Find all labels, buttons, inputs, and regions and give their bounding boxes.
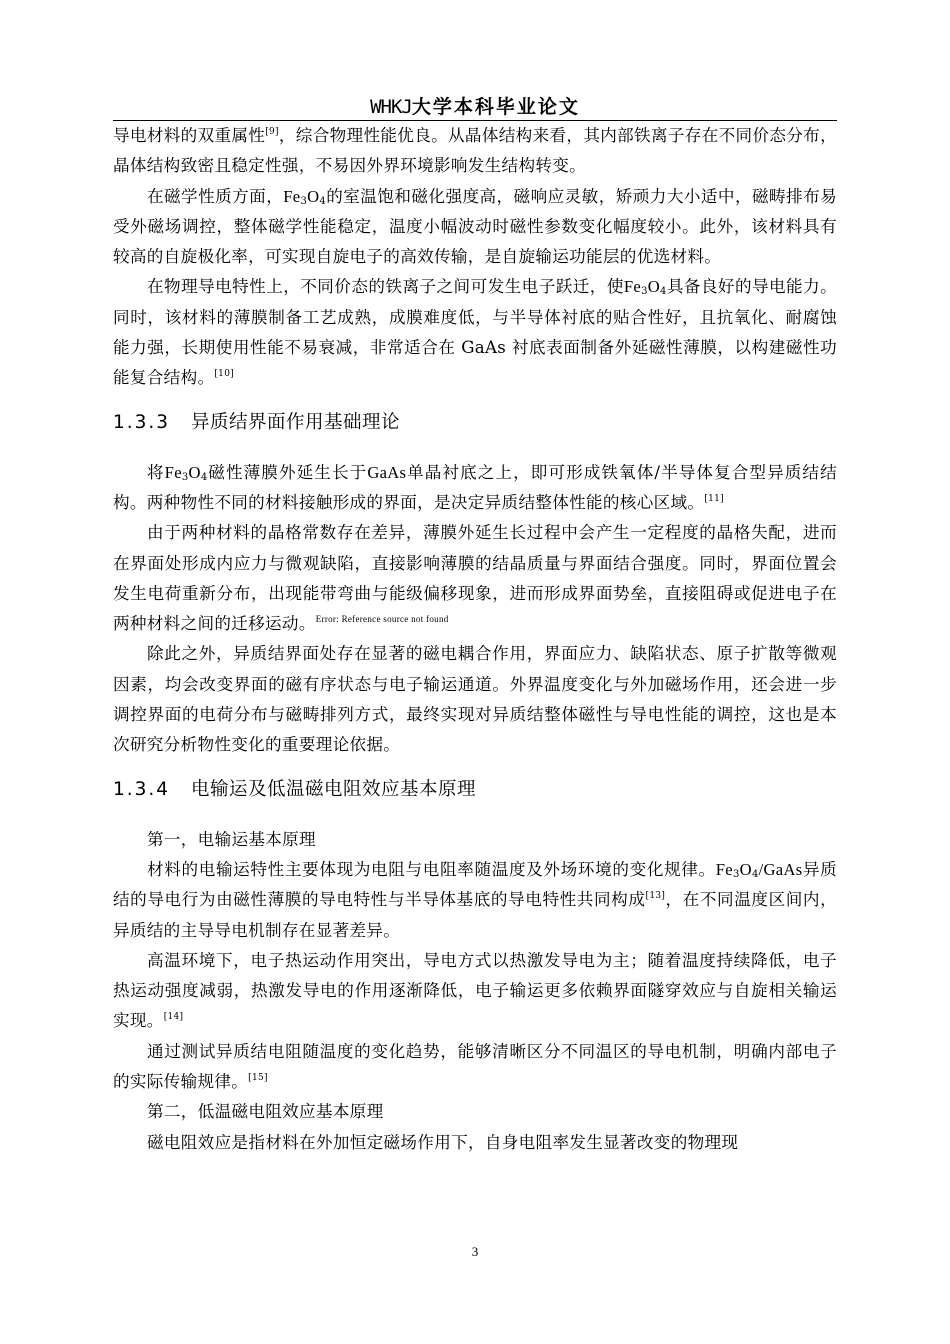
citation: [10] [214,369,235,380]
paragraph: 将$Fe_3O_4$磁性薄膜外延生长于GaAs单晶衬底之上，即可形成铁氧体/半导体复合型异质结结构。两种物性不同的材料接触形成的界面，是决定异质结整体性能的核心区域。[11] [113,462,837,512]
section-number: 1.3.3 [113,411,171,433]
reference-error: Error: Reference source not found [315,614,449,625]
paragraph: 磁电阻效应是指材料在外加恒定磁场作用下，自身电阻率发生显著改变的物理现 [147,1132,739,1152]
paragraph: 由于两种材料的晶格常数存在差异，薄膜外延生长过程中会产生一定程度的晶格失配，进而在界面处形成内应力与微观缺陷，直接影响薄膜的结晶质量与界面结合强度。同时，界面位置会发生电荷重新分布，出现能带弯曲与能级偏移现象，进而形成界面势垒，直接阻碍或促进电子在两种材料之间的迁移运动。$^{Error: Reference source not found}$ [113,523,837,634]
paragraph: 除此之外，异质结界面处存在显著的磁电耦合作用，界面应力、缺陷状态、原子扩散等微观因素，均会改变界面的磁有序状态与电子输运通道。外界温度变化与外加磁场作用，还会进一步调控界面的电荷分布与磁畴排列方式，最终实现对异质结整体磁性与导电性能的调控，这也是本次研究分析物性变化的重要理论依据。 [113,644,837,755]
page-number: 3 [471,1244,479,1259]
paragraph: 材料的电输运特性主要体现为电阻与电阻率随温度及外场环境的变化规律。$Fe_3O_4$/GaAs异质结的导电行为由磁性薄膜的导电特性与半导体基底的导电特性共同构成[13]，在不同温度区间内，异质结的主导导电机制存在显著差异。 [113,859,837,940]
header-title: 大学本科毕业论文 [411,96,580,118]
citation: [14] [163,1012,184,1023]
page-body [113,122,837,1158]
section-heading [113,408,837,438]
citation: [13] [645,891,666,902]
section-number: 1.3.4 [113,778,171,800]
section-title: 电输运及低温磁电阻效应基本原理 [191,778,477,800]
paragraph: 在物理导电特性上，不同价态的铁离子之间可发生电子跃迁，使$Fe_3O_4$具备良好的导电能力。同时，该材料的薄膜制备工艺成熟，成膜难度低，与半导体衬底的贴合性好，且抗氧化、耐腐蚀能力强，长期使用性能不易衰减，非常适合在 GaAs 衬底表面制备外延磁性薄膜，以构建磁性功能复合结构。[10] [113,277,838,388]
citation: [15] [248,1073,268,1084]
paragraph: 第二，低温磁电阻效应基本原理 [147,1102,384,1122]
page-header [113,95,837,119]
paragraph: 高温环境下，电子热运动作用突出，导电方式以热激发导电为主；随着温度持续降低，电子热运动强度减弱，热激发导电的作用逐渐降低，电子输运更多依赖界面隧穿效应与自旋相关输运实现。[14] [113,950,837,1031]
paragraph: 第一，电输运基本原理 [147,829,316,849]
paragraph: 通过测试异质结电阻随温度的变化趋势，能够清晰区分不同温区的导电机制，明确内部电子的实际传输规律。[15] [113,1041,837,1092]
paragraph: 导电材料的双重属性[9]，综合物理性能优良。从晶体结构来看，其内部铁离子存在不同价态分布，晶体结构致密且稳定性强，不易因外界环境影响发生结构转变。 [113,126,837,176]
section-heading [113,775,837,805]
citation: [11] [704,493,724,504]
section-title: 异质结界面作用基础理论 [191,411,401,433]
citation: [9] [265,127,279,137]
header-code: WHKJ [370,96,412,118]
paragraph: 在磁学性质方面，$Fe_3O_4$的室温饱和磁化强度高，磁响应灵敏，矫顽力大小适中，磁畴排布易受外磁场调控，整体磁学性能稳定，温度小幅波动时磁性参数变化幅度较小。此外，该材料具有较高的自旋极化率，可实现自旋电子的高效传输，是自旋输运功能层的优选材料。 [113,186,837,267]
